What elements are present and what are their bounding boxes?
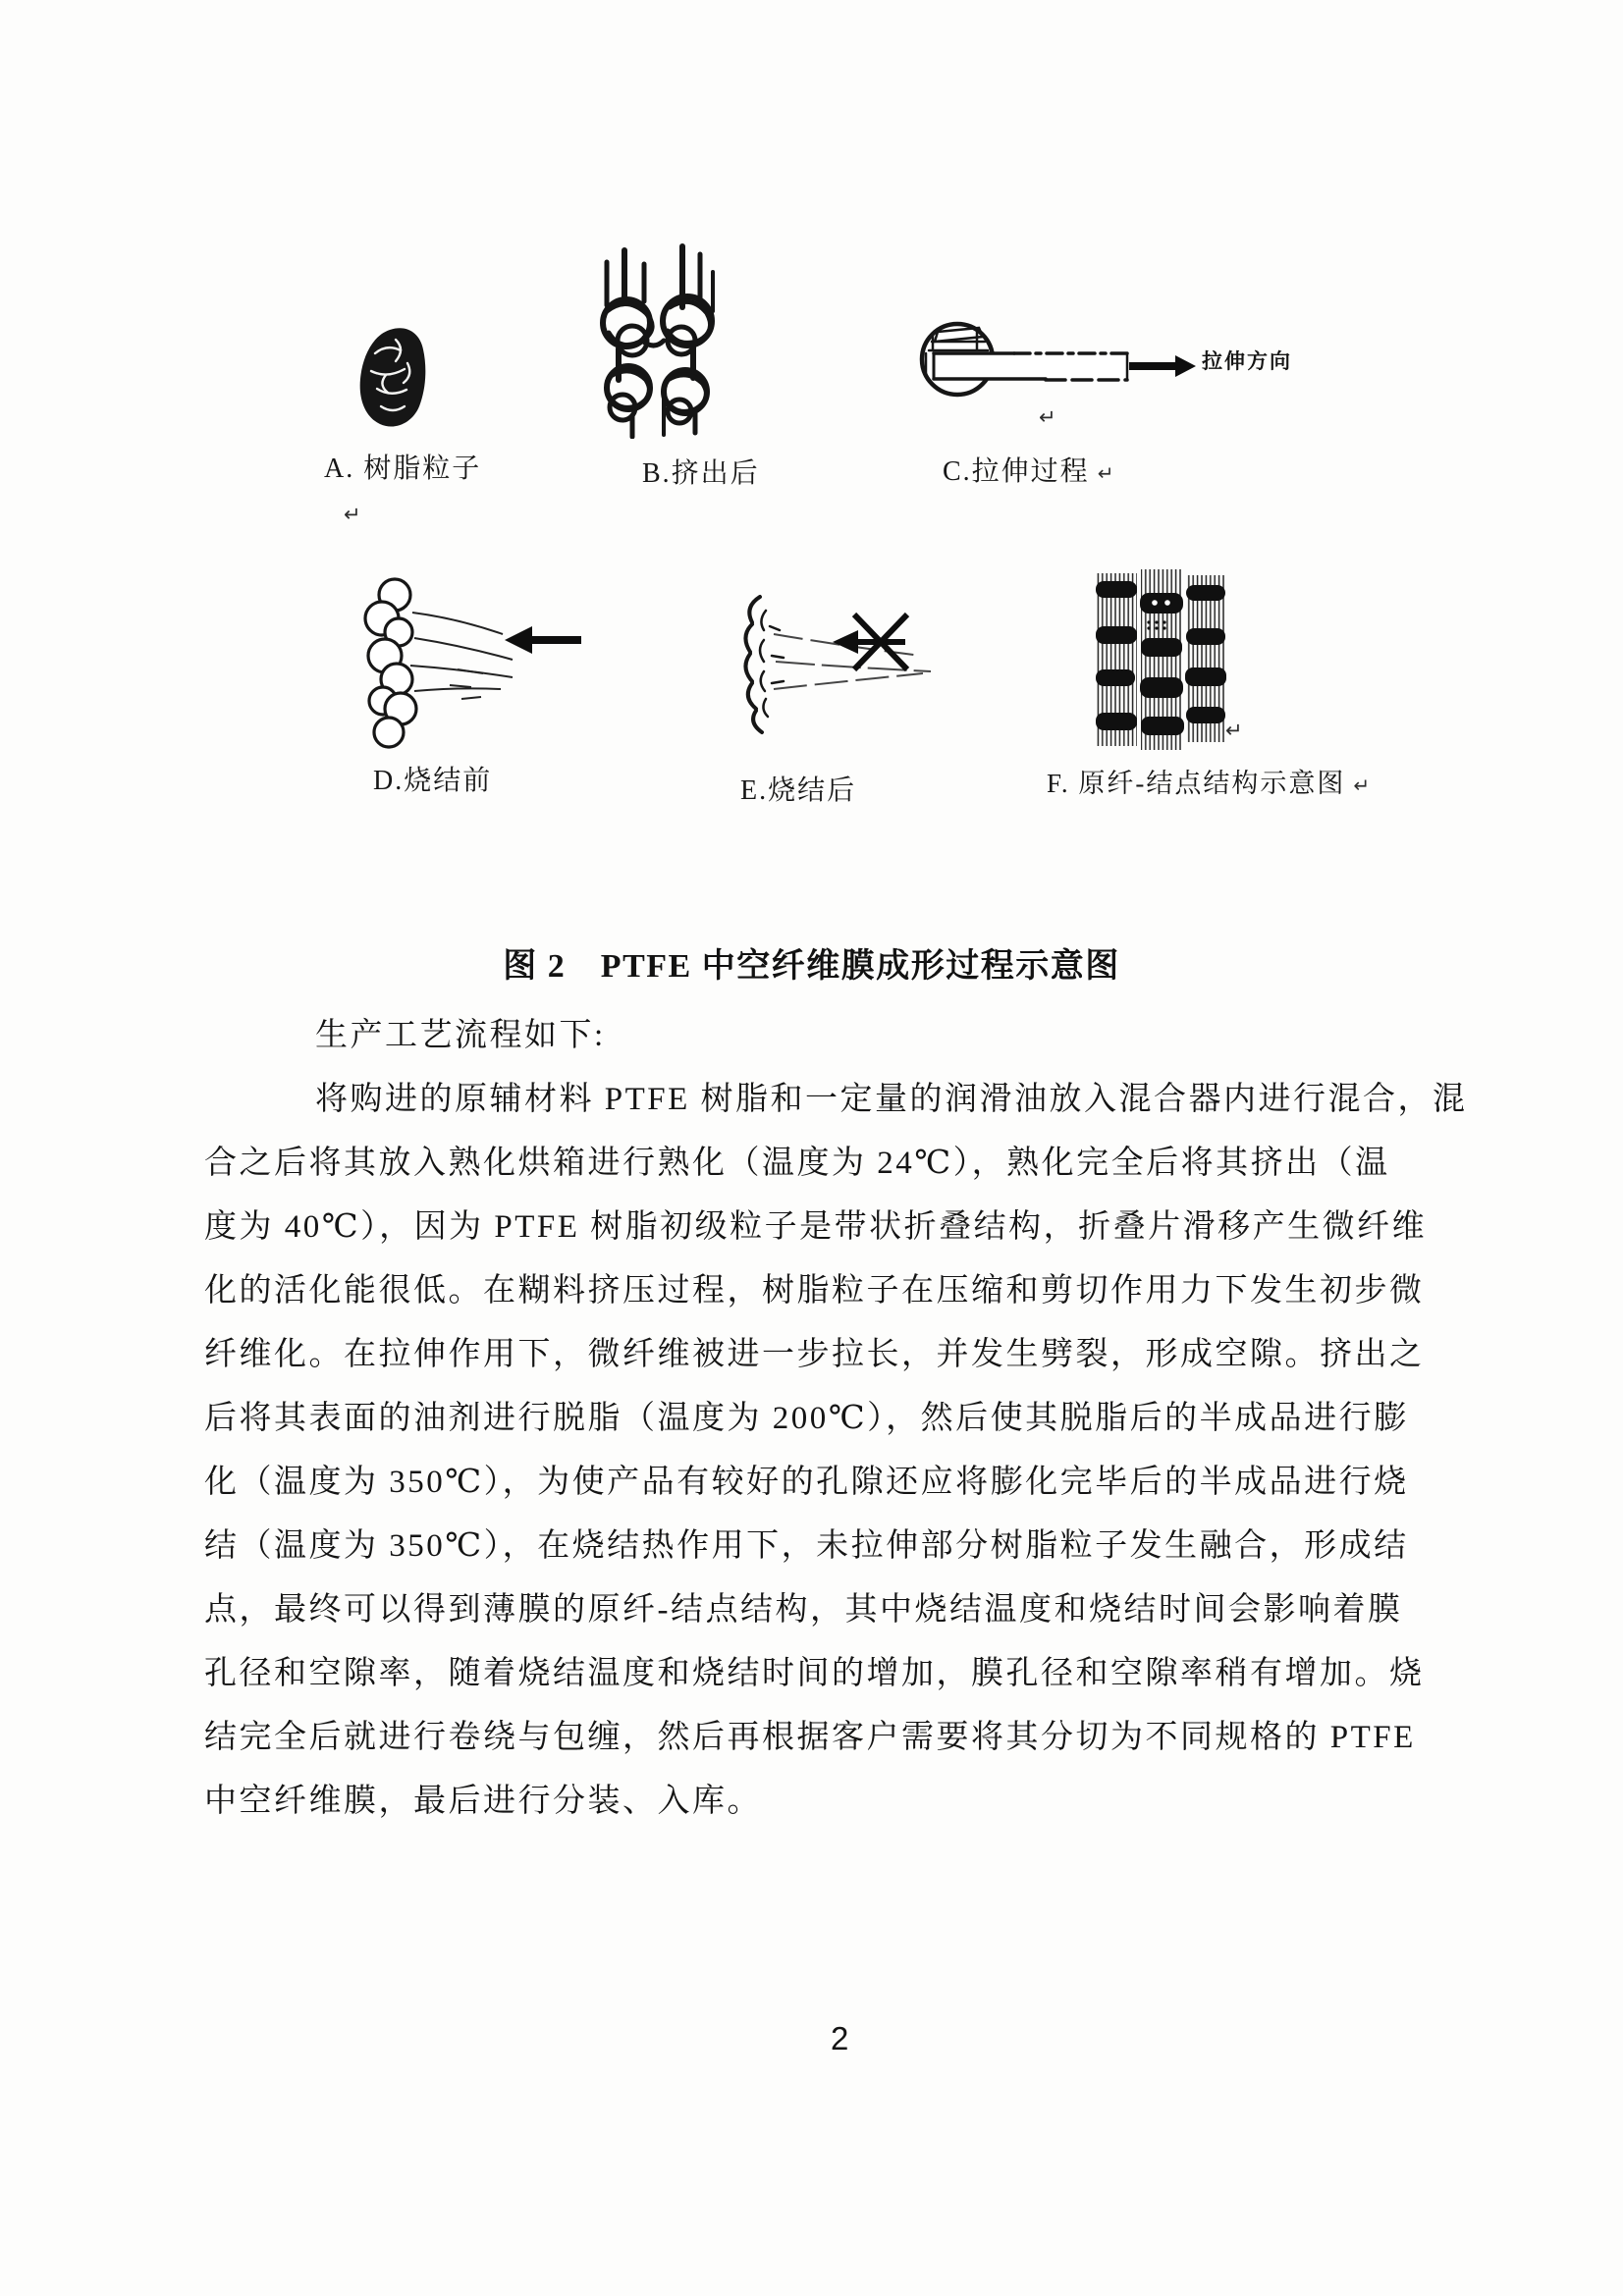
part-label-e: E.烧结后 — [740, 775, 857, 806]
stretch-direction-label: 拉伸方向 — [1202, 349, 1292, 373]
body-line: 将购进的原辅材料 PTFE 树脂和一定量的润滑油放入混合器内进行混合，混 — [315, 1082, 1468, 1117]
return-mark: ↵ — [1225, 719, 1243, 742]
body-line: 后将其表面的油剂进行脱脂（温度为 200℃），然后使其脱脂后的半成品进行膨 — [204, 1401, 1409, 1436]
body-line: 度为 40℃），因为 PTFE 树脂初级粒子是带状折叠结构，折叠片滑移产生微纤维 — [204, 1209, 1428, 1245]
figure-caption: 图 2 PTFE 中空纤维膜成形过程示意图 — [503, 948, 1120, 985]
fibril-node-structure-drawing — [1092, 565, 1231, 756]
body-line: 化（温度为 350℃），为使产品有较好的孔隙还应将膨化完毕后的半成品进行烧 — [204, 1465, 1409, 1500]
body-line: 结（温度为 350℃），在烧结热作用下，未拉伸部分树脂粒子发生融合，形成结 — [204, 1528, 1409, 1564]
return-mark: ↵ — [344, 503, 361, 526]
return-mark: ↵ — [1039, 405, 1056, 429]
body-line: 合之后将其放入熟化烘箱进行熟化（温度为 24℃），熟化完全后将其挤出（温 — [204, 1146, 1390, 1181]
body-text — [204, 1004, 1468, 1834]
body-line: 孔径和空隙率，随着烧结温度和烧结时间的增加，膜孔径和空隙率稍有增加。烧 — [204, 1656, 1425, 1691]
body-line: 点，最终可以得到薄膜的原纤-结点结构，其中烧结温度和烧结时间会影响着膜 — [204, 1592, 1403, 1628]
part-label-c: C.拉伸过程 ↵ — [943, 456, 1116, 487]
after-sintering-drawing — [723, 585, 953, 754]
part-label-a: A. 树脂粒子 — [324, 454, 482, 484]
part-label-d: D.烧结前 — [373, 766, 493, 796]
no-shrink-crossed-arrow — [833, 614, 907, 669]
body-line: 纤维化。在拉伸作用下，微纤维被进一步拉长，并发生劈裂，形成空隙。挤出之 — [204, 1337, 1425, 1372]
stretch-direction-arrow — [1129, 355, 1196, 377]
resin-particle-drawing — [352, 324, 438, 432]
part-label-f: F. 原纤-结点结构示意图 ↵ — [1047, 769, 1373, 798]
compression-arrow — [505, 626, 581, 654]
stretching-process-drawing — [908, 310, 1203, 420]
part-label-b: B.挤出后 — [642, 458, 760, 489]
body-line: 中空纤维膜，最后进行分装、入库。 — [204, 1784, 762, 1819]
return-mark: ↵ — [1097, 461, 1116, 485]
body-line: 化的活化能很低。在糊料挤压过程，树脂粒子在压缩和剪切作用力下发生初步微 — [204, 1273, 1425, 1308]
body-line: 生产工艺流程如下: — [315, 1018, 606, 1053]
before-sintering-drawing — [359, 575, 595, 757]
page-number: 2 — [831, 2020, 849, 2056]
return-mark: ↵ — [1353, 774, 1373, 797]
after-extrusion-drawing — [583, 242, 730, 439]
body-line: 结完全后就进行卷绕与包缠，然后再根据客户需要将其分切为不同规格的 PTFE — [204, 1720, 1416, 1755]
